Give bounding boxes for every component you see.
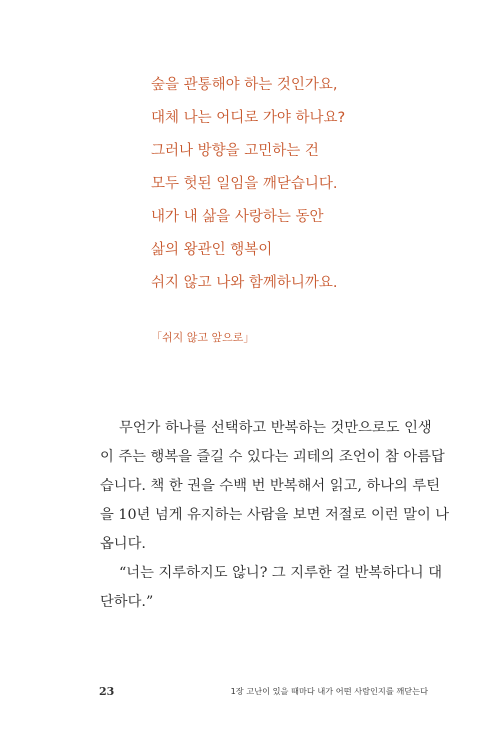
poem-source: 「쉬지 않고 앞으로」 [151,331,255,344]
poem-line: 삶의 왕관인 행복이 [151,242,273,258]
body-line: 단하다.” [100,594,154,610]
poem-line: 숲을 관통해야 하는 것인가요, [151,77,338,93]
poem-line: 쉬지 않고 나와 함께하니까요. [151,275,338,291]
running-header-chapter: 1장 고난이 있을 때마다 내가 어떤 사람인지를 깨닫는다 [230,686,428,696]
poem-line: 대체 나는 어디로 가야 하나요? [151,110,346,126]
body-line: 무언가 하나를 선택하고 반복하는 것만으로도 인생 [119,420,432,436]
body-line: 을 10년 넘게 유지하는 사람을 보면 저절로 이런 말이 나 [100,507,450,523]
body-line: 이 주는 행복을 즐길 수 있다는 괴테의 조언이 참 아름답 [100,449,445,465]
body-line: “너는 지루하지도 않니? 그 지루한 걸 반복하다니 대 [119,565,442,581]
body-line: 습니다. 책 한 권을 수백 번 반복해서 읽고, 하나의 루틴 [100,478,441,494]
page-number: 23 [99,685,115,698]
poem-line: 모두 헛된 일임을 깨닫습니다. [151,176,338,192]
poem-line: 내가 내 삶을 사랑하는 동안 [151,209,324,225]
poem-line: 그러나 방향을 고민하는 건 [151,143,319,159]
body-line: 옵니다. [100,536,146,552]
